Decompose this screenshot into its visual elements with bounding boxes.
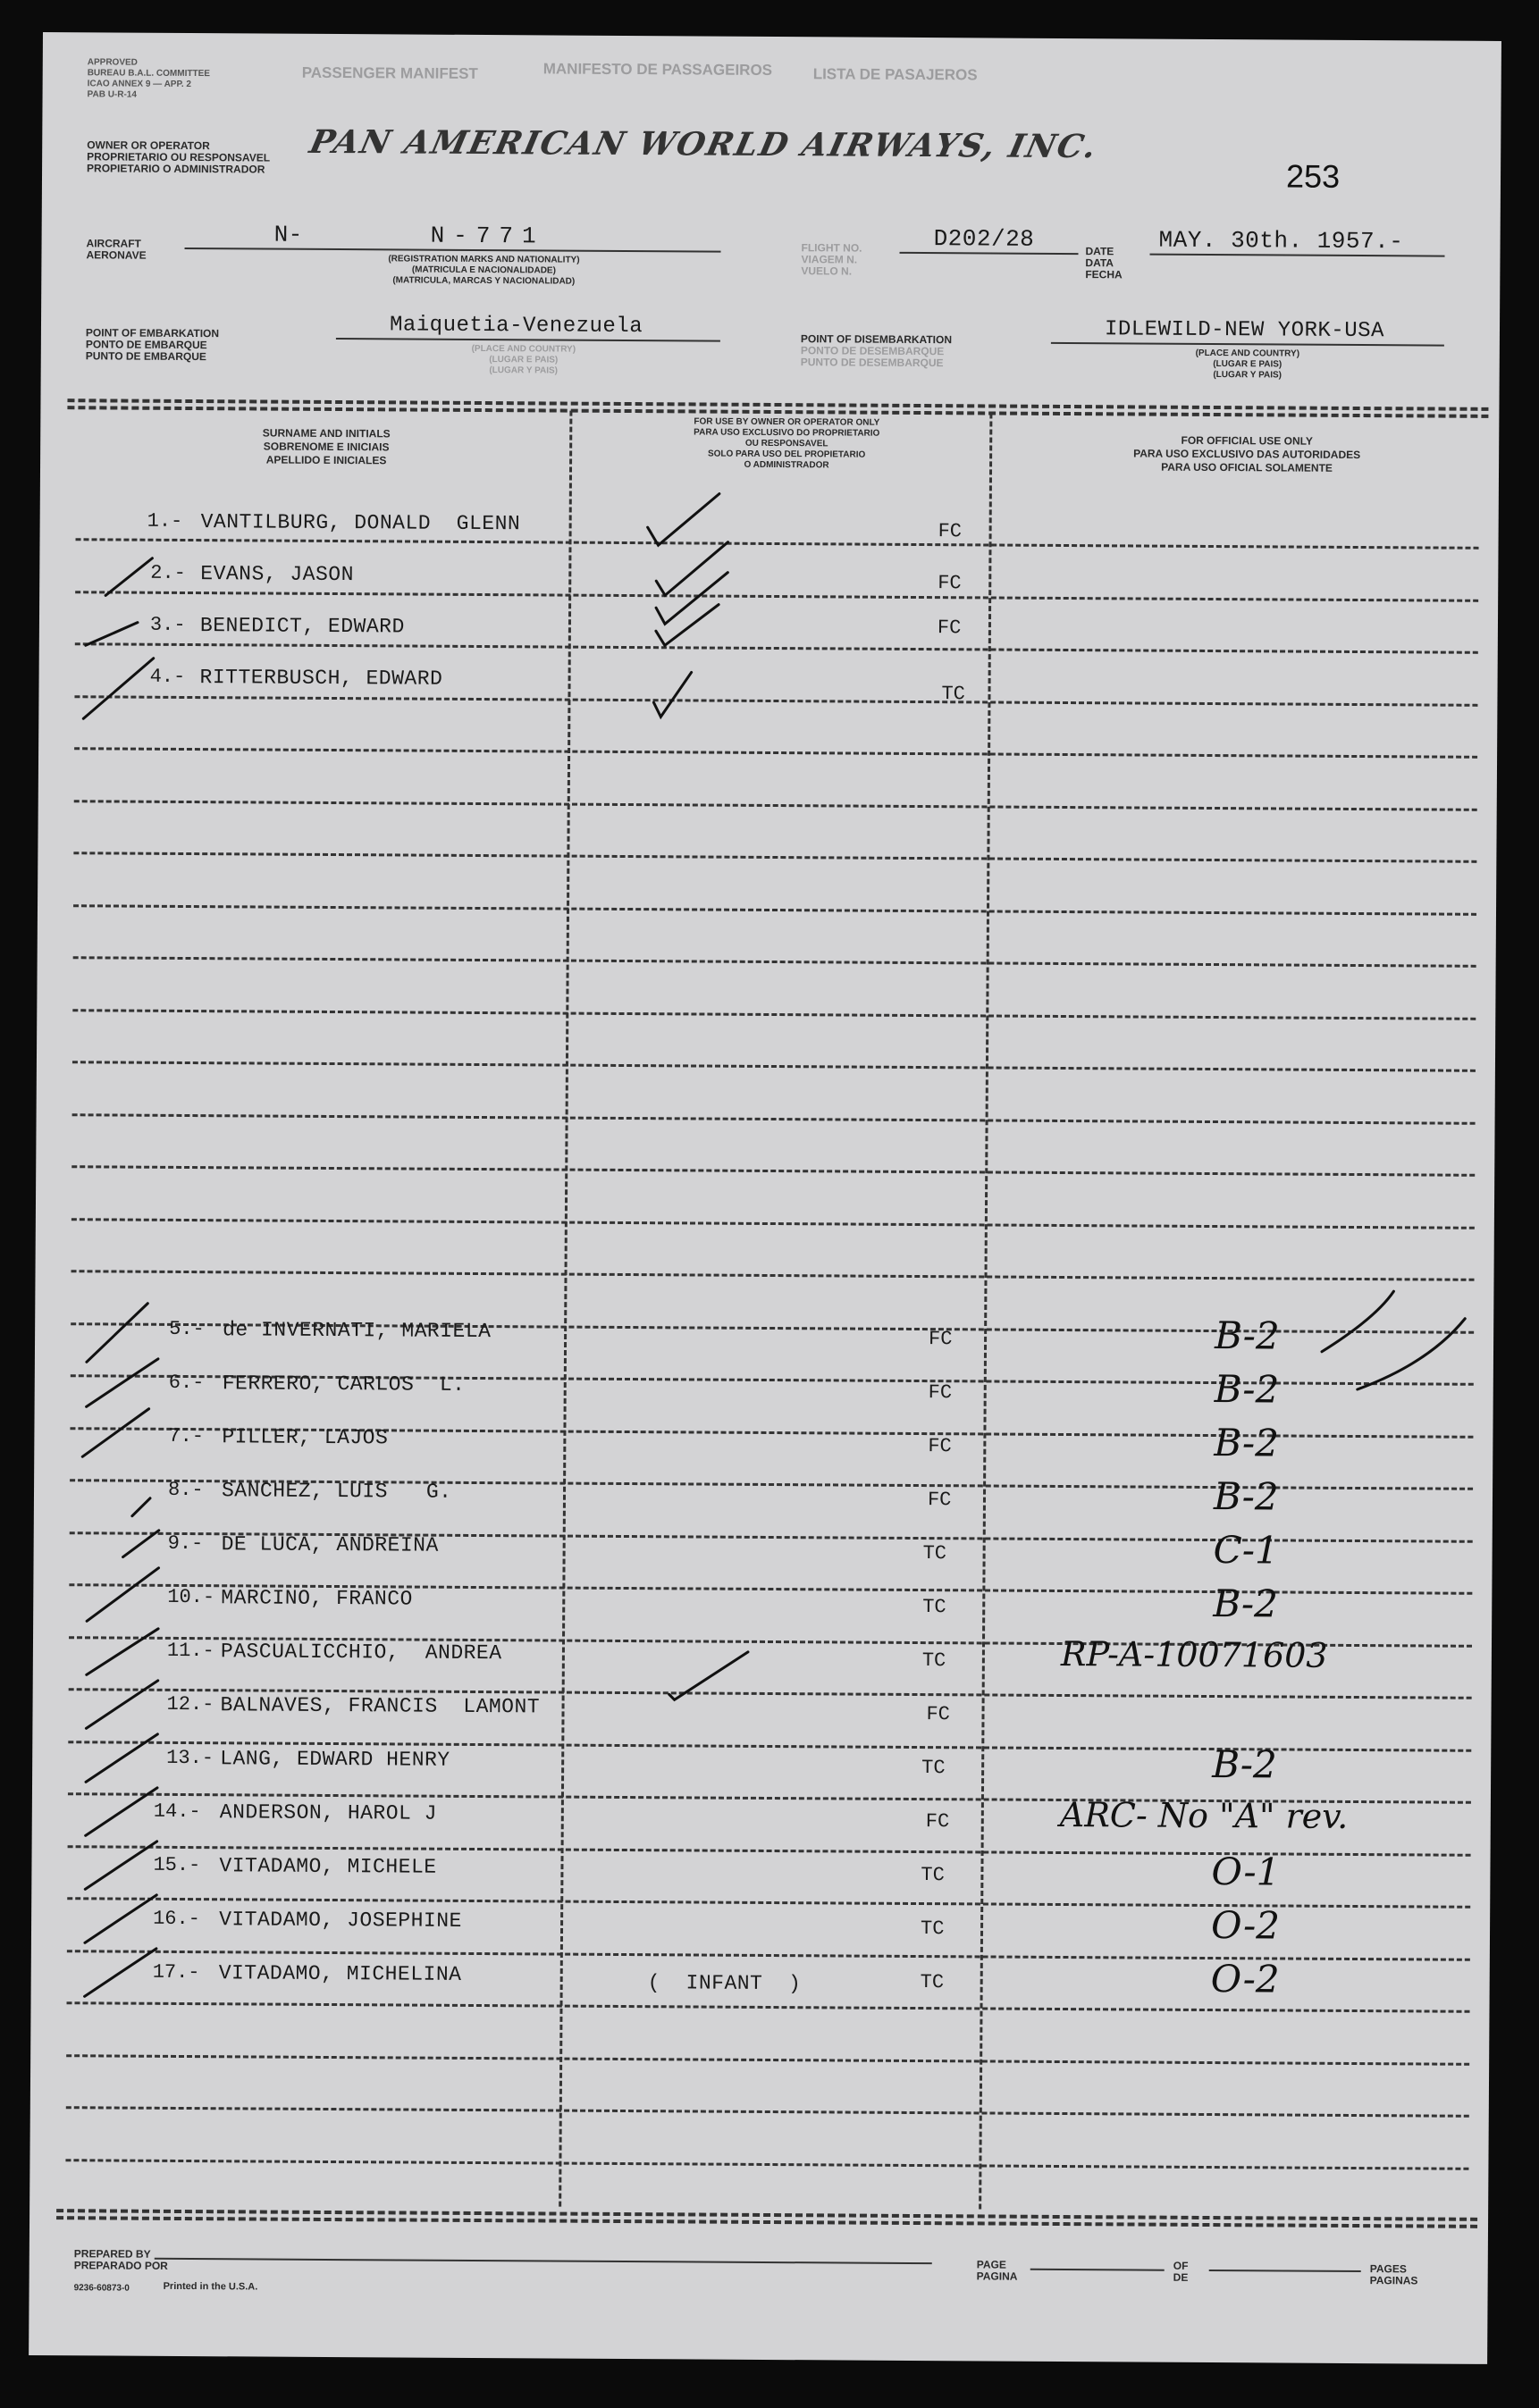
passenger-name: FERRERO, CARLOS L. (222, 1372, 466, 1397)
flight-value: D202/28 (933, 225, 1035, 253)
slash-mark-icon (86, 1787, 157, 1835)
passenger-class: FC (929, 1328, 953, 1351)
passenger-name: RITTERBUSCH, EDWARD (199, 666, 443, 691)
slash-mark-icon (86, 1680, 157, 1728)
passenger-number: 12.- (166, 1692, 214, 1716)
passenger-class: FC (927, 1489, 952, 1512)
flourish-mark-icon (1358, 1318, 1465, 1390)
column-header-name-en: SURNAME AND INITIALS (262, 426, 391, 440)
page-number: 253 (1285, 157, 1341, 195)
aircraft-sub-pt: (MATRICULA E NACIONALIDADE) (411, 264, 556, 276)
passenger-name: VANTILBURG, DONALD GLENN (200, 510, 521, 536)
column-header-name-es: APELLIDO E INICIALES (265, 453, 387, 467)
official-annotation: B-2 (1214, 1421, 1280, 1465)
passenger-class: FC (928, 1381, 953, 1405)
passenger-number: 5.- (169, 1317, 205, 1341)
aircraft-sub-es: (MATRICULA, MARCAS Y NACIONALIDAD) (392, 275, 576, 287)
official-annotation: RP-A-10071603 (1060, 1633, 1328, 1675)
handwritten-marks (29, 32, 1501, 2364)
passenger-name: VITADAMO, MICHELINA (218, 1961, 462, 1986)
embark-label-en: POINT OF EMBARKATION (85, 326, 220, 340)
aircraft-label-pt: AERONAVE (86, 248, 147, 262)
check-mark-icon (648, 493, 719, 545)
passenger-name: EVANS, JASON (200, 562, 355, 587)
passenger-class: TC (921, 1864, 945, 1887)
column-header-official-pt: PARA USO EXCLUSIVO DAS AUTORIDADES (1133, 447, 1361, 462)
passenger-class: TC (941, 683, 965, 706)
title-english: PASSENGER MANIFEST (301, 63, 478, 82)
slash-mark-icon (86, 1733, 157, 1782)
slash-mark-icon (85, 1894, 156, 1942)
official-annotation: B-2 (1214, 1313, 1280, 1358)
passenger-name: LANG, EDWARD HENRY (220, 1747, 450, 1772)
passenger-number: 11.- (166, 1639, 214, 1663)
page-label (977, 2259, 1018, 2282)
passenger-number: 10.- (167, 1585, 215, 1609)
passenger-number: 1.- (147, 509, 183, 533)
owner-label-pt: PROPRIETARIO OU RESPONSAVEL (87, 150, 271, 164)
title-portuguese: MANIFESTO DE PASSAGEIROS (542, 60, 773, 79)
embark-label-pt: PONTO DE EMBARQUE (85, 338, 207, 352)
flight-label-en: FLIGHT NO. (801, 241, 862, 255)
passenger-class: TC (920, 1971, 945, 1994)
approval-line: BUREAU B.A.L. COMMITTEE (87, 68, 210, 80)
passenger-number: 7.- (168, 1424, 205, 1448)
manifest-sheet (29, 32, 1501, 2364)
disembark-sub-pt: (LUGAR E PAIS) (1213, 359, 1282, 370)
aircraft-value: N-771 (430, 222, 545, 250)
owner-label-en: OWNER OR OPERATOR (87, 138, 210, 153)
embark-sub-en: (PLACE AND COUNTRY) (471, 343, 576, 355)
official-annotation: ARC- No "A" rev. (1059, 1794, 1349, 1836)
column-header-operator-line: SOLO PARA USO DEL PROPIETARIO (707, 449, 866, 460)
passenger-class: TC (921, 1649, 946, 1673)
slash-mark-icon (85, 1948, 156, 1996)
disembark-label-es: PUNTO DE DESEMBARQUE (800, 356, 944, 370)
disembark-sub-es: (LUGAR Y PAIS) (1213, 370, 1282, 381)
passenger-number: 3.- (149, 613, 186, 636)
aircraft-label-en: AIRCRAFT (86, 237, 141, 250)
passenger-number: 13.- (166, 1746, 214, 1770)
passenger-name: MARCINO, FRANCO (221, 1586, 413, 1611)
slash-mark-icon (123, 1531, 159, 1557)
passenger-class: FC (928, 1435, 952, 1458)
slash-mark-icon (105, 558, 152, 595)
check-mark-icon (653, 672, 691, 717)
of-label-es: DE (1173, 2270, 1189, 2284)
slash-mark-icon (82, 1408, 148, 1456)
slash-mark-icon (85, 1841, 156, 1889)
passenger-name: ANDERSON, HAROL J (219, 1800, 438, 1825)
form-number: 9236-60873-0 (73, 2283, 130, 2294)
passenger-number: 8.- (167, 1478, 204, 1502)
column-header-operator-line: FOR USE BY OWNER OR OPERATOR ONLY (694, 416, 880, 428)
passenger-class: FC (938, 520, 963, 543)
check-mark-icon (656, 541, 727, 595)
passenger-class: FC (926, 1703, 951, 1726)
passenger-number: 6.- (168, 1371, 205, 1395)
official-annotation: O-2 (1210, 1903, 1281, 1948)
passenger-class: TC (921, 1757, 946, 1780)
title-spanish: LISTA DE PASAJEROS (812, 65, 978, 84)
date-label-es: FECHA (1085, 268, 1123, 281)
check-mark-icon (669, 1651, 748, 1700)
passenger-name: de INVERNATI, MARIELA (223, 1318, 492, 1344)
passenger-number: 14.- (153, 1800, 201, 1824)
disembark-label-pt: PONTO DE DESEMBARQUE (800, 344, 945, 358)
owner-value: PAN AMERICAN WORLD AIRWAYS, INC. (306, 122, 1102, 166)
owner-label-es: PROPIETARIO O ADMINISTRADOR (87, 162, 265, 176)
page-label-en: PAGE (976, 2258, 1006, 2271)
column-header-official-en: FOR OFFICIAL USE ONLY (1181, 433, 1313, 448)
passenger-name: VITADAMO, MICHELE (219, 1854, 437, 1879)
passenger-name: DE LUCA, ANDREINA (221, 1532, 439, 1557)
date-value: MAY. 30th. 1957.- (1158, 226, 1404, 256)
date-label-pt: DATA (1085, 256, 1114, 270)
embark-label-es: PUNTO DE EMBARQUE (85, 349, 206, 364)
official-annotation: O-2 (1210, 1957, 1280, 2001)
embark-sub-pt: (LUGAR E PAIS) (489, 355, 559, 365)
printed-in: Printed in the U.S.A. (163, 2280, 258, 2293)
approval-line: ICAO ANNEX 9 — APP. 2 (87, 79, 192, 90)
prepared-label-es: PREPARADO POR (73, 2259, 168, 2272)
pages-label-en: PAGES (1369, 2262, 1407, 2276)
column-header-official-es: PARA USO OFICIAL SOLAMENTE (1161, 460, 1333, 474)
aircraft-sub-en: (REGISTRATION MARKS AND NATIONALITY) (388, 254, 580, 265)
of-label (1173, 2261, 1189, 2284)
passenger-name: SANCHEZ, LUIS G. (221, 1479, 452, 1504)
embark-value: Maiquetia-Venezuela (389, 313, 643, 340)
aircraft-prefix: N- (273, 221, 303, 248)
passenger-class: FC (938, 572, 962, 595)
slash-mark-icon (87, 1303, 147, 1362)
passenger-class: TC (922, 1542, 947, 1565)
disembark-value: IDLEWILD-NEW YORK-USA (1104, 317, 1385, 344)
passenger-number: 4.- (149, 665, 186, 688)
official-annotation: C-1 (1213, 1528, 1279, 1573)
slash-mark-icon (87, 1358, 158, 1406)
slash-mark-icon (86, 622, 138, 645)
passenger-name: PILLER, LAJOS (222, 1425, 389, 1450)
slash-mark-icon (83, 658, 153, 718)
column-header-operator-line: OU RESPONSAVEL (744, 438, 828, 449)
approval-line: APPROVED (87, 57, 138, 68)
of-label-en: OF (1173, 2259, 1189, 2272)
approval-line: PAB U-R-14 (87, 89, 137, 100)
passenger-name: PASCUALICCHIO, ANDREA (220, 1640, 502, 1665)
flourish-mark-icon (1322, 1291, 1393, 1352)
pages-label (1370, 2263, 1418, 2286)
passenger-class: TC (922, 1596, 946, 1619)
column-header-name-pt: SOBRENOME E INICIAIS (263, 440, 390, 454)
passenger-name: BENEDICT, EDWARD (199, 614, 405, 639)
date-label-en: DATE (1085, 245, 1114, 258)
official-annotation: B-2 (1213, 1582, 1278, 1626)
passenger-number: 2.- (150, 561, 186, 584)
page-label-es: PAGINA (976, 2270, 1018, 2283)
slash-mark-icon (87, 1567, 158, 1621)
passenger-name: VITADAMO, JOSEPHINE (219, 1908, 462, 1933)
passenger-class: FC (925, 1810, 950, 1833)
embark-sub-es: (LUGAR Y PAIS) (489, 365, 559, 376)
slash-mark-icon (87, 1628, 158, 1674)
disembark-label-en: POINT OF DISEMBARKATION (800, 332, 953, 347)
flight-label-es: VUELO N. (801, 264, 853, 278)
column-header-operator-line: PARA USO EXCLUSIVO DO PROPRIETARIO (694, 427, 880, 439)
official-annotation: B-2 (1212, 1742, 1277, 1787)
prepared-label-en: PREPARED BY (73, 2247, 151, 2261)
official-annotation: O-1 (1211, 1850, 1281, 1894)
official-annotation: B-2 (1214, 1367, 1280, 1412)
passenger-class: FC (937, 617, 962, 640)
prepared-label (74, 2248, 168, 2272)
passenger-note: ( INFANT ) (647, 1971, 802, 1996)
disembark-sub-en: (PLACE AND COUNTRY) (1195, 348, 1300, 359)
official-annotation: B-2 (1213, 1474, 1279, 1519)
passenger-number: 16.- (153, 1907, 200, 1931)
column-header-operator-line: O ADMINISTRADOR (744, 459, 829, 471)
passenger-number: 15.- (153, 1853, 201, 1877)
pages-label-es: PAGINAS (1369, 2274, 1418, 2287)
passenger-number: 9.- (167, 1531, 204, 1556)
flight-label-pt: VIAGEM N. (801, 253, 858, 266)
slash-mark-icon (132, 1498, 150, 1516)
passenger-class: TC (920, 1917, 945, 1941)
passenger-number: 17.- (152, 1960, 200, 1984)
passenger-name: BALNAVES, FRANCIS LAMONT (220, 1693, 541, 1719)
check-mark-icon (656, 572, 727, 624)
